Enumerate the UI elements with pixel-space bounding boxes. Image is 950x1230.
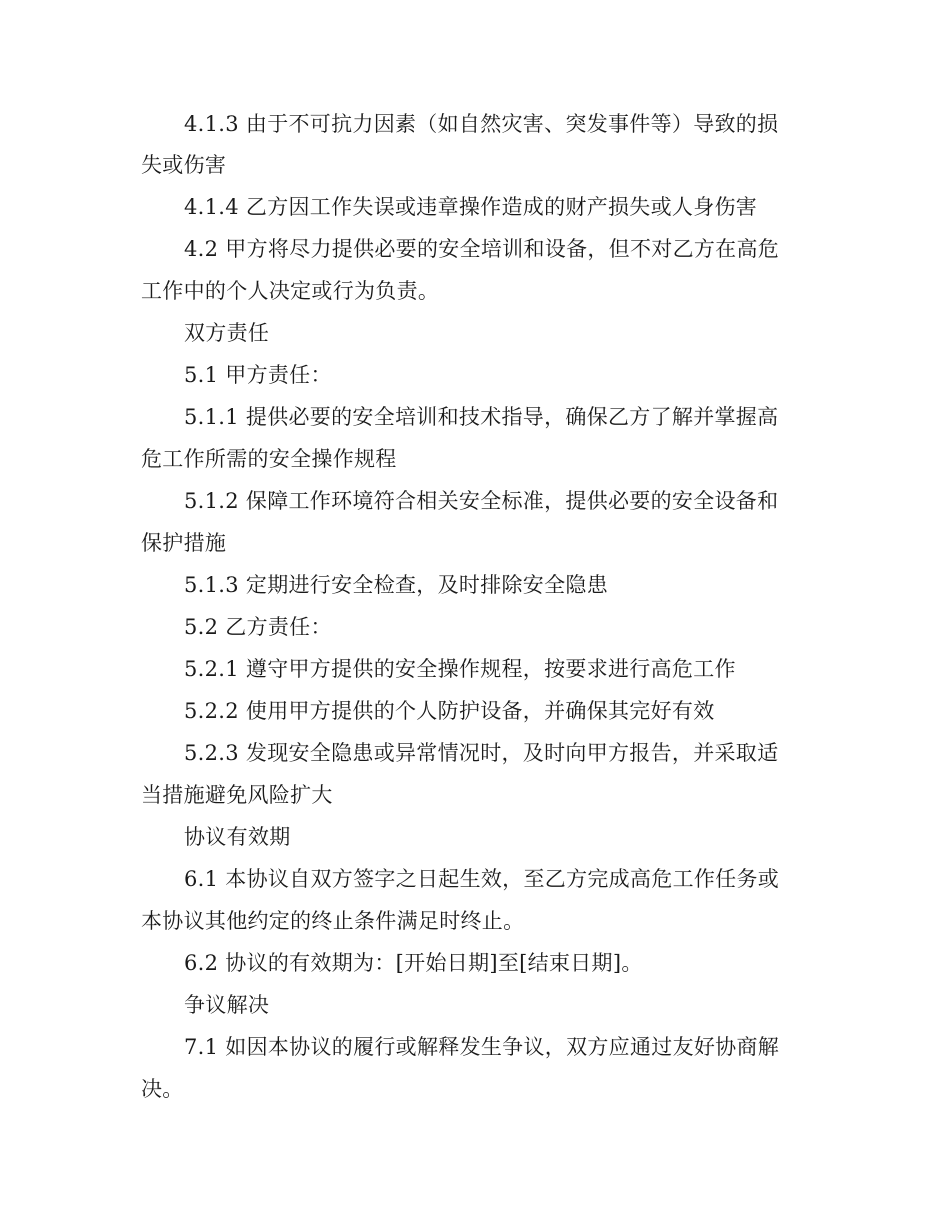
clause-6-1: 6.1 本协议自双方签字之日起生效，至乙方完成高危工作任务或	[184, 867, 780, 891]
clause-5-1-3: 5.1.3 定期进行安全检查，及时排除安全隐患	[184, 573, 609, 597]
section-heading-validity: 协议有效期	[184, 825, 291, 849]
section-heading-dispute: 争议解决	[184, 993, 270, 1017]
section-heading-responsibilities: 双方责任	[184, 321, 270, 345]
clause-5-1: 5.1 甲方责任：	[184, 363, 332, 387]
clause-6-1-continued: 本协议其他约定的终止条件满足时终止。	[141, 909, 525, 933]
clause-4-1-3-continued: 失或伤害	[141, 153, 227, 177]
clause-5-1-2: 5.1.2 保障工作环境符合相关安全标准，提供必要的安全设备和	[184, 489, 779, 513]
clause-4-2: 4.2 甲方将尽力提供必要的安全培训和设备，但不对乙方在高危	[184, 237, 780, 261]
clause-5-1-2-continued: 保护措施	[141, 531, 227, 555]
clause-6-2: 6.2 协议的有效期为：[开始日期]至[结束日期]。	[184, 951, 643, 975]
clause-5-2-1: 5.2.1 遵守甲方提供的安全操作规程，按要求进行高危工作	[184, 657, 736, 681]
clause-7-1-continued: 决。	[141, 1077, 184, 1101]
clause-7-1: 7.1 如因本协议的履行或解释发生争议，双方应通过友好协商解	[184, 1035, 780, 1059]
clause-4-2-continued: 工作中的个人决定或行为负责。	[141, 279, 440, 303]
clause-5-1-1-continued: 危工作所需的安全操作规程	[141, 447, 397, 471]
clause-5-2-3: 5.2.3 发现安全隐患或异常情况时，及时向甲方报告，并采取适	[184, 741, 779, 765]
clause-5-2-2: 5.2.2 使用甲方提供的个人防护设备，并确保其完好有效	[184, 699, 715, 723]
clause-4-1-4: 4.1.4 乙方因工作失误或违章操作造成的财产损失或人身伤害	[184, 195, 758, 219]
clause-4-1-3: 4.1.3 由于不可抗力因素（如自然灾害、突发事件等）导致的损	[184, 112, 779, 136]
clause-5-1-1: 5.1.1 提供必要的安全培训和技术指导，确保乙方了解并掌握高	[184, 405, 779, 429]
clause-5-2: 5.2 乙方责任：	[184, 615, 332, 639]
clause-5-2-3-continued: 当措施避免风险扩大	[141, 783, 333, 807]
